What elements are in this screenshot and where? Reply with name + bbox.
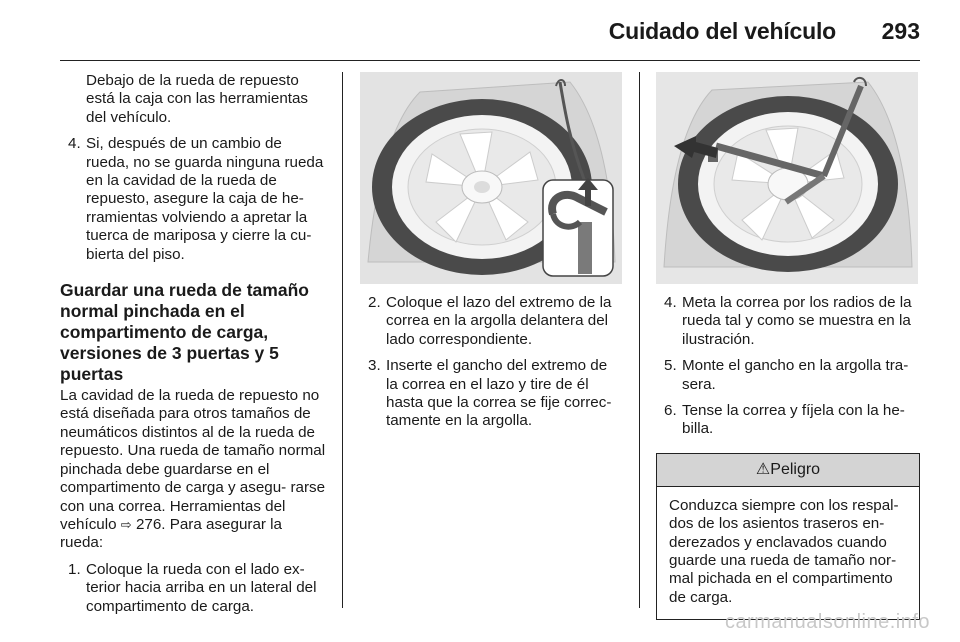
list-item xyxy=(60,561,328,616)
warning-title-bar xyxy=(657,454,919,487)
step-text: Meta la correa por los radios de la rueda tal y como se muestra en la ilustración. xyxy=(682,294,912,348)
step-text: Coloque la rueda con el lado ex- terior hacia arriba en un lateral del compartimento de carga. xyxy=(86,560,317,615)
step-number: 5. xyxy=(664,357,677,375)
list-item xyxy=(656,294,920,349)
steps-list-a xyxy=(60,135,328,264)
body-text-end: . Para asegurar la rueda: xyxy=(60,515,283,552)
column-divider-1 xyxy=(342,72,343,608)
intro-paragraph: Debajo de la rueda de repuesto está la caja con las herramientas del vehículo. xyxy=(86,72,309,126)
step-text: Si, después de un cambio de rueda, no se guarda ninguna rueda en la cavidad de la rueda de repuesto, asegure la caja de he- rramientas volviendo a apretar la tuerca de mariposa y cierre la cu- bierta del piso. xyxy=(86,135,324,263)
step-number: 3. xyxy=(368,357,381,375)
page-reference-link[interactable]: 276 xyxy=(135,515,162,533)
step-number: 2. xyxy=(368,294,381,311)
header-rule xyxy=(60,60,920,61)
steps-list-b xyxy=(60,561,328,616)
column-left xyxy=(60,72,328,624)
page-number: 293 xyxy=(881,18,920,44)
column-middle xyxy=(360,72,622,439)
header-title: Cuidado del vehículo xyxy=(608,18,836,44)
step-text: Monte el gancho en la argolla tra- sera. xyxy=(682,357,909,393)
step-text: Inserte el gancho del extremo de la correa en el lazo y tire de él hasta que la correa se fije correc- tamente en la argolla. xyxy=(386,357,612,430)
figure-strap-through-spokes xyxy=(656,72,918,284)
watermark: carmanualsonline.info xyxy=(724,611,930,633)
list-item xyxy=(656,402,920,439)
step-text: Coloque el lazo del extremo de la correa en la argolla delantera del lado correspondiente. xyxy=(386,294,612,348)
warning-title: Peligro xyxy=(770,460,821,478)
column-right xyxy=(656,72,920,620)
warning-box xyxy=(656,453,920,620)
strap-through-spokes-illustration xyxy=(656,72,918,284)
step-number: 1. xyxy=(68,560,81,578)
list-item xyxy=(656,357,920,394)
page-header xyxy=(60,0,920,56)
body-text: La cavidad de la rueda de repuesto no está diseñada para otros tamaños de neumáticos distintos al de la rueda de repuesto. Una rueda de tamaño normal pinchada debe guardarse en el compartimento de carga y asegu- rarse con una correa. Herramientas del vehículo xyxy=(60,387,326,533)
step-number: 6. xyxy=(664,402,677,420)
spare-wheel-loop-illustration xyxy=(360,72,622,284)
step-number: 4. xyxy=(68,135,81,153)
section-heading: Guardar una rueda de tamaño normal pinchada en el compartimento de carga, versiones de 3 puertas y 5 puertas xyxy=(60,280,309,385)
column-divider-2 xyxy=(639,72,640,608)
list-item xyxy=(60,135,328,264)
list-item xyxy=(360,357,622,431)
list-item xyxy=(360,294,622,349)
warning-body: Conduzca siempre con los respal- dos de los asientos traseros en- derezados y enclavados cuando guarde una rueda de tamaño nor- mal pichada en el compartimento de carga. xyxy=(669,496,899,606)
step-text: Tense la correa y fíjela con la he- billa. xyxy=(682,402,905,438)
warning-triangle-icon: ⚠ xyxy=(755,460,771,478)
steps-list-c xyxy=(360,294,622,431)
page-reference-arrow-icon: ⇨ xyxy=(120,516,132,532)
steps-list-d xyxy=(656,294,920,439)
figure-strap-loop xyxy=(360,72,622,284)
step-number: 4. xyxy=(664,294,677,311)
body-paragraph xyxy=(60,387,328,553)
